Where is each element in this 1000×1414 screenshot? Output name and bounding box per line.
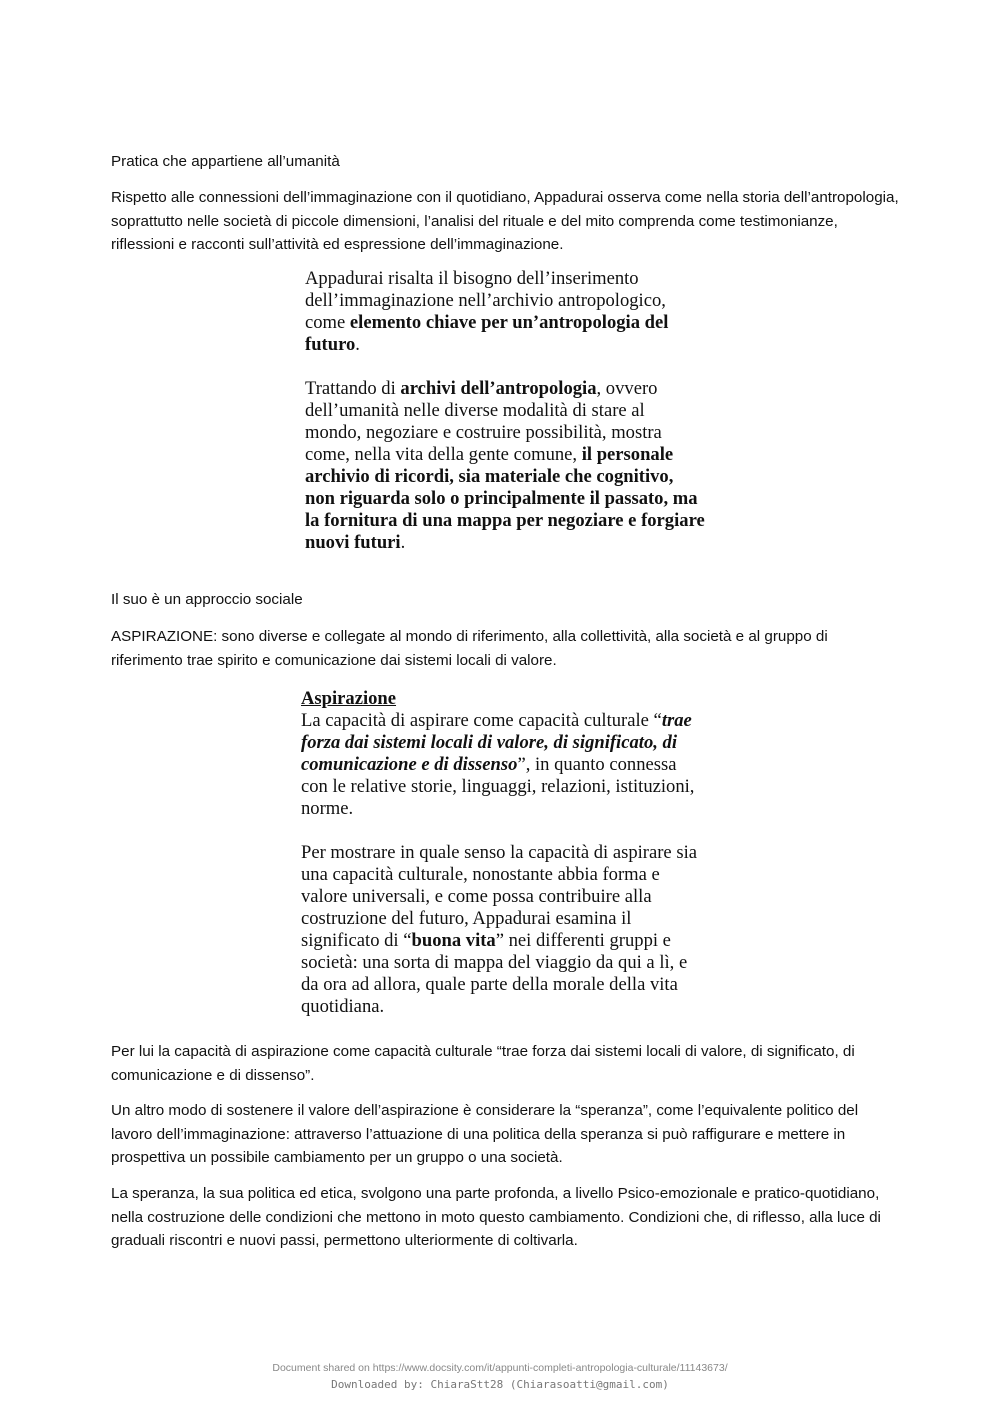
quote1-paragraph-2: Trattando di archivi dell’antropologia, ovvero dell’umanità nelle diverse modalità di stare al mondo, negoziare e costruire possibilità, mostra come, nella vita della gente comune, il personale archivio di ricordi, sia materiale che cognitivo, non riguarda solo o principalmente il passato, ma la fornitura di una mappa per negoziare e forgiare nuovi futuri. — [305, 378, 705, 553]
quote2-paragraph-2: Per mostrare in quale senso la capacità di aspirare sia una capacità culturale, nonostante abbia forma e valore universali, e come possa contribuire alla costruzione del futuro, Appadurai esamina il significato di “buona vita” nei differenti gruppi e società: una sorta di mappa del viaggio da qui a lì, e da ora ad allora, quale parte della morale della vita quotidiana. — [301, 842, 697, 1017]
paragraph-hope-politics: La speranza, la sua politica ed etica, svolgono una parte profonda, a livello Psico-emozionale e pratico-quotidiano, nella costruzione delle condizioni che mettono in moto questo cambiamento. Condizioni che, di riflesso, alla luce di graduali riscontri e nuovi passi, permettono ulteriormente di coltivarla. — [111, 1185, 881, 1249]
quote1-paragraph-1: Appadurai risalta il bisogno dell’inserimento dell’immaginazione nell’archivio antropologico, come elemento chiave per un’antropologia del futuro. — [305, 268, 669, 355]
paragraph-intro: Rispetto alle connessioni dell’immaginazione con il quotidiano, Appadurai osserva come nella storia dell’antropologia, soprattutto nelle società di piccole dimensioni, l’analisi del rituale e del mito comprenda come testimonianze, riflessioni e racconti sull’attività ed espressione dell’immaginazione. — [111, 189, 899, 253]
quote-image-aspiration — [301, 688, 705, 1018]
quote-image-archive — [305, 268, 705, 554]
paragraph-aspiration: ASPIRAZIONE: sono diverse e collegate al mondo di riferimento, alla collettività, alla società e al gruppo di riferimento trae spirito e comunicazione dai sistemi locali di valore. — [111, 628, 828, 669]
paragraph-social-approach: Il suo è un approccio sociale — [111, 591, 303, 608]
paragraph-hope: Un altro modo di sostenere il valore dell’aspirazione è considerare la “speranza”, come l’equivalente politico del lavoro dell’immaginazione: attraverso l’attuazione di una politica della speranza si può raffigurare e mettere in prospettiva un possibile cambiamento per un gruppo o una società. — [111, 1102, 859, 1166]
quote2-paragraph-1: La capacità di aspirare come capacità culturale “trae forza dai sistemi locali di valore, di significato, di comunicazione e di dissenso”, in quanto connessa con le relative storie, linguaggi, relazioni, istituzioni, norme. — [301, 710, 695, 819]
section-heading: Pratica che appartiene all’umanità — [111, 153, 340, 170]
paragraph-cultural-capacity: Per lui la capacità di aspirazione come capacità culturale “trae forza dai sistemi locali di valore, di significato, di comunicazione e di dissenso”. — [111, 1043, 855, 1084]
footer-shared-link: Document shared on https://www.docsity.com/it/appunti-completi-antropologia-culturale/11143673/ — [272, 1362, 728, 1374]
footer-downloaded-by: Downloaded by: ChiaraStt28 (Chiarasoatti@gmail.com) — [331, 1378, 669, 1391]
quote2-title: Aspirazione — [301, 688, 397, 709]
